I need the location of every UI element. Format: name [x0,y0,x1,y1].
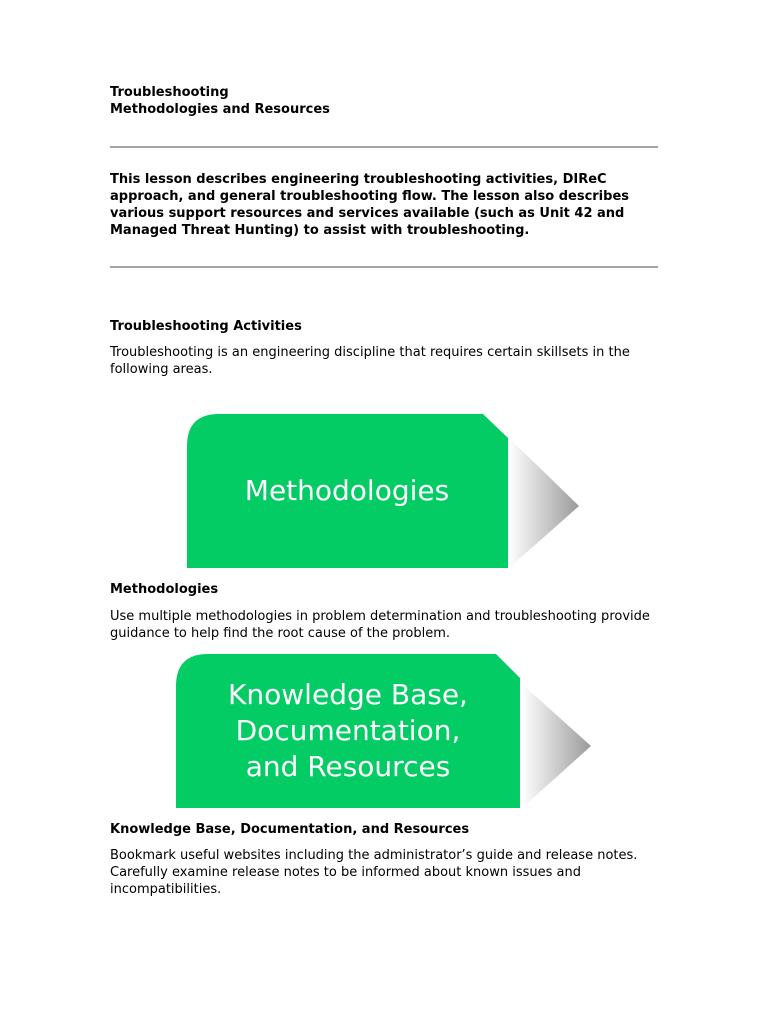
section-heading-knowledge: Knowledge Base, Documentation, and Resources [110,822,470,837]
section-heading-methodologies: Methodologies [110,582,219,597]
knowledge-tile-label-line: Documentation, [235,714,461,747]
knowledge-tile-label-line: Knowledge Base, [228,678,468,711]
chevron-right-icon [509,438,579,568]
document-title: Troubleshooting Methodologies and Resources [110,85,330,117]
section-body-knowledge: Bookmark useful websites including the administrator’s guide and release notes. Carefully examine release notes to be informed about known issues and incompatibilities. [110,848,638,897]
chevron-right-icon [522,684,591,808]
section-body-methodologies: Use multiple methodologies in problem determination and troubleshooting provide guidance to help find the root cause of the problem. [110,609,650,641]
section-heading-activities: Troubleshooting Activities [110,319,302,334]
knowledge-tile [176,654,596,808]
intro-divider [110,266,658,268]
knowledge-tile-label-line: and Resources [245,750,451,783]
lesson-intro: This lesson describes engineering troubleshooting activities, DIReC approach, and general troubleshooting flow. The lesson also describes various support resources and services available (such as Unit 42 and Managed Threat Hunting) to assist with troubleshooting. [110,172,629,238]
knowledge-tile-label [176,654,520,808]
section-body-activities: Troubleshooting is an engineering discipline that requires certain skillsets in the following areas. [110,345,630,377]
methodologies-tile [187,414,587,568]
title-divider [110,146,658,148]
methodologies-tile-label: Methodologies [244,474,450,507]
